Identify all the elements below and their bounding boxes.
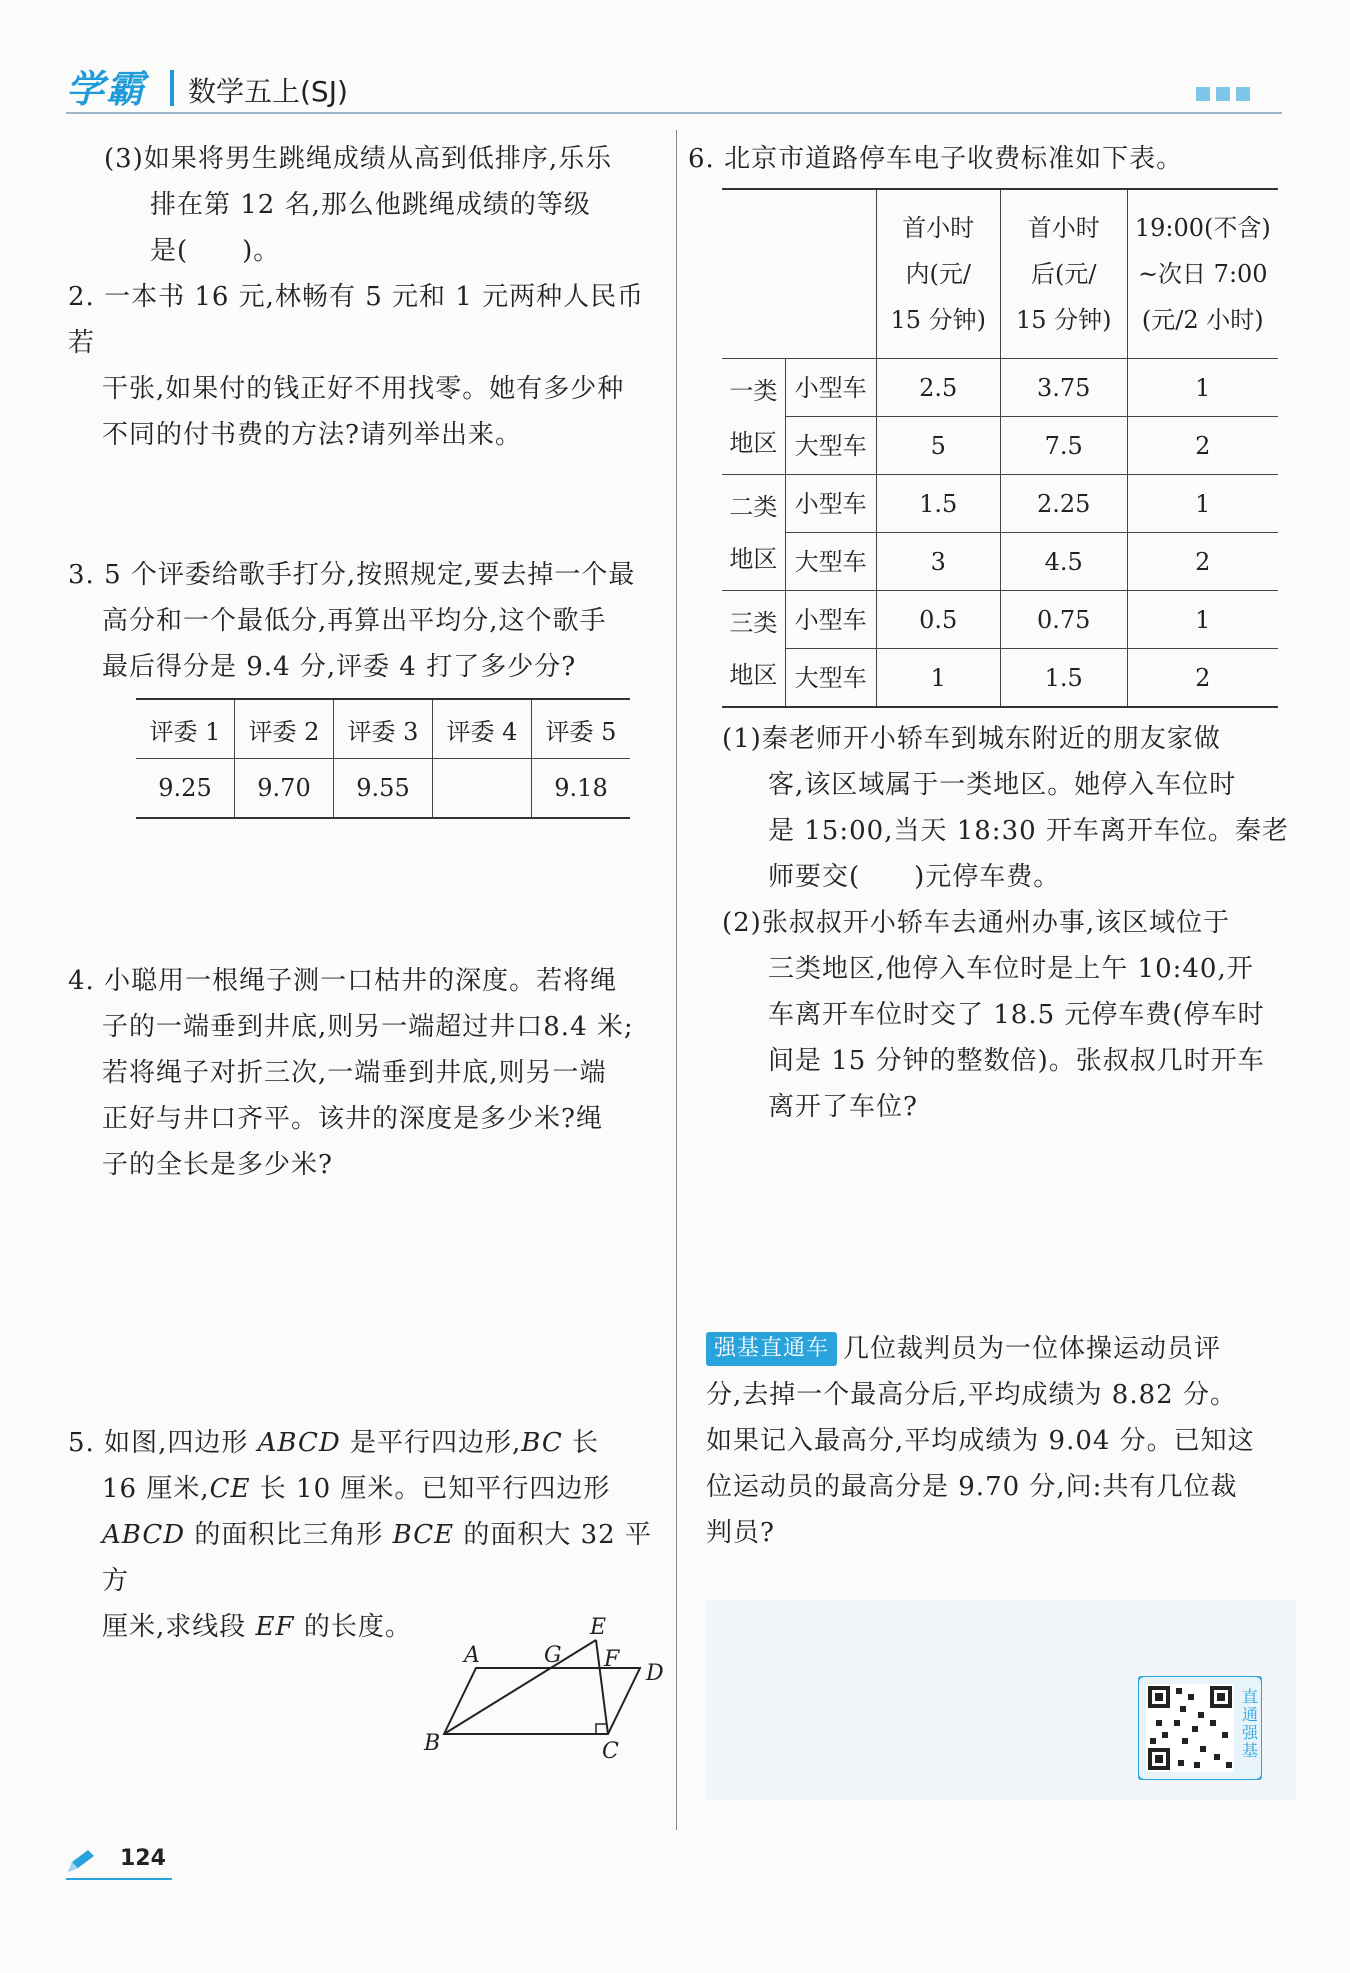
table-cell: 0.5 [876, 591, 1000, 649]
text-line [68, 1466, 668, 1512]
vehicle-type-cell: 小型车 [785, 359, 876, 417]
table-header-row [136, 699, 630, 759]
text-run: 的面积比三角形 [185, 1520, 393, 1550]
text-line: 最后得分是 9.4 分,评委 4 打了多少分? [102, 652, 577, 682]
text-line: 4. 小聪用一根绳子测一口枯井的深度。若将绳 [68, 966, 618, 996]
label-f: F [604, 1647, 620, 1672]
table-cell: 4.5 [1000, 533, 1127, 591]
label-b: B [424, 1731, 441, 1756]
text-run: 是平行四边形, [340, 1428, 522, 1458]
header-line: 19:00(不含) [1134, 214, 1271, 242]
parking-fee-table [722, 188, 1278, 708]
region-line: 地区 [729, 428, 778, 457]
text-line: 正好与井口齐平。该井的深度是多少米?绳 [102, 1104, 603, 1134]
table-cell: 9.55 [334, 759, 433, 819]
vehicle-type-cell: 大型车 [785, 649, 876, 708]
header-line: (元/2 小时) [1141, 306, 1264, 334]
question-6-part-1 [722, 716, 1292, 900]
table-cell: 1 [1127, 359, 1278, 417]
table-cell: 9.70 [235, 759, 334, 819]
text-line: 客,该区域属于一类地区。她停入车位时 [768, 770, 1237, 800]
table-row [722, 591, 1278, 649]
text-line: (1)秦老师开小轿车到城东附近的朋友家做 [722, 724, 1221, 754]
parallelogram-figure [410, 1610, 670, 1770]
table-cell: 9.25 [136, 759, 235, 819]
text-line: 间是 15 分钟的整数倍)。张叔叔几时开车 [768, 1046, 1265, 1076]
text-run: BC [521, 1428, 563, 1458]
table-cell: 1.5 [876, 475, 1000, 533]
table-header-cell [876, 189, 1000, 359]
pencil-icon [66, 1848, 96, 1874]
header-line: 首小时 [1027, 214, 1100, 242]
text-line: 位运动员的最高分是 9.70 分,问:共有几位裁 [706, 1472, 1238, 1502]
text-run: BCE [392, 1520, 455, 1550]
text-line: 车离开车位时交了 18.5 元停车费(停车时 [768, 1000, 1265, 1030]
qr-caption: 直通强基 [1242, 1687, 1259, 1760]
table-cell: 2 [1127, 649, 1278, 708]
header-line: 内(元/ [905, 260, 971, 288]
footer-rule [66, 1878, 172, 1880]
table-cell: 2 [1127, 417, 1278, 475]
text-run: 长 [562, 1428, 599, 1458]
column-divider [676, 130, 677, 1830]
label-e: E [590, 1615, 607, 1640]
region-line: 一类 [729, 376, 778, 405]
question-2 [68, 274, 668, 458]
region-line: 三类 [729, 608, 778, 637]
table-corner-cell [722, 189, 876, 359]
text-line [68, 1420, 668, 1466]
region-cell [722, 475, 785, 591]
table-header-cell: 评委 1 [136, 699, 235, 759]
text-line: 分,去掉一个最高分后,平均成绩为 8.82 分。 [706, 1380, 1237, 1410]
text-line: (3)如果将男生跳绳成绩从高到低排序,乐乐 [104, 144, 613, 174]
table-header-cell: 评委 4 [433, 699, 532, 759]
label-c: C [602, 1739, 619, 1764]
text-run: 16 厘米, [102, 1474, 210, 1504]
question-4 [68, 958, 668, 1188]
text-line: 如果记入最高分,平均成绩为 9.04 分。已知这 [706, 1426, 1255, 1456]
text-run: ABCD [257, 1428, 341, 1458]
table-cell: 0.75 [1000, 591, 1127, 649]
text-line: 2. 一本书 16 元,林畅有 5 元和 1 元两种人民币若 [68, 282, 645, 358]
header-line: 后(元/ [1030, 260, 1097, 288]
region-cell [722, 591, 785, 708]
question-6-title: 6. 北京市道路停车电子收费标准如下表。 [688, 144, 1184, 174]
table-cell-blank [433, 759, 532, 819]
text-line: 若将绳子对折三次,一端垂到井底,则另一端 [102, 1058, 607, 1088]
table-row [722, 533, 1278, 591]
text-line: 师要交( )元停车费。 [768, 862, 1061, 892]
text-line: 不同的付书费的方法?请列举出来。 [102, 420, 522, 450]
book-title: 数学五上(SJ) [188, 75, 348, 108]
table-header-cell [1127, 189, 1278, 359]
text-line: (2)张叔叔开小轿车去通州办事,该区域位于 [722, 908, 1231, 938]
text-line: 子的全长是多少米? [102, 1150, 333, 1180]
text-line: 离开了车位? [768, 1092, 918, 1122]
bonus-question [706, 1326, 1286, 1556]
label-g: G [544, 1643, 562, 1668]
vehicle-type-cell: 大型车 [785, 417, 876, 475]
header-line: 15 分钟) [890, 306, 986, 334]
table-cell: 7.5 [1000, 417, 1127, 475]
table-cell: 1 [1127, 475, 1278, 533]
header-line: ~次日 7:00 [1137, 260, 1268, 288]
vehicle-type-cell: 小型车 [785, 591, 876, 649]
text-run: EF [255, 1612, 295, 1642]
text-run: 的长度。 [294, 1612, 412, 1642]
page-number: 124 [120, 1846, 166, 1871]
table-row [722, 475, 1278, 533]
text-line [706, 1326, 1286, 1372]
question-3 [68, 552, 668, 690]
text-run: ABCD [102, 1520, 186, 1550]
table-cell: 1.5 [1000, 649, 1127, 708]
table-header-row [722, 189, 1278, 359]
text-line: 3. 5 个评委给歌手打分,按照规定,要去掉一个最 [68, 560, 636, 590]
region-cell [722, 359, 785, 475]
label-d: D [646, 1661, 664, 1686]
text-run: 几位裁判员为一位体操运动员评 [843, 1334, 1222, 1364]
header-line: 15 分钟) [1015, 306, 1112, 334]
table-cell: 3.75 [1000, 359, 1127, 417]
text-run: 的面积大 32 平方 [102, 1520, 652, 1596]
question-1-part-3 [104, 136, 664, 274]
vehicle-type-cell: 大型车 [785, 533, 876, 591]
text-line: 排在第 12 名,那么他跳绳成绩的等级 [150, 190, 591, 220]
table-header-cell [1000, 189, 1127, 359]
text-line: 三类地区,他停入车位时是上午 10:40,开 [768, 954, 1254, 984]
table-cell: 2.5 [876, 359, 1000, 417]
parallelogram-abcd [444, 1668, 640, 1734]
text-line: 子的一端垂到井底,则另一端超过井口8.4 米; [102, 1012, 634, 1042]
text-run: 厘米,求线段 [102, 1612, 256, 1642]
label-a: A [464, 1643, 480, 1668]
vehicle-type-cell: 小型车 [785, 475, 876, 533]
header-line: 首小时 [902, 214, 975, 242]
region-line: 地区 [729, 660, 778, 689]
table-cell: 2 [1127, 533, 1278, 591]
table-cell: 3 [876, 533, 1000, 591]
table-header-cell: 评委 2 [235, 699, 334, 759]
table-row [722, 649, 1278, 708]
table-cell: 2.25 [1000, 475, 1127, 533]
text-run: 长 10 厘米。已知平行四边形 [250, 1474, 611, 1504]
text-line [68, 1512, 668, 1604]
table-row [136, 759, 630, 819]
table-cell: 5 [876, 417, 1000, 475]
brand-logo: 学霸 [66, 67, 147, 111]
table-header-cell: 评委 5 [532, 699, 631, 759]
table-header-cell: 评委 3 [334, 699, 433, 759]
text-line: 干张,如果付的钱正好不用找零。她有多少种 [102, 374, 625, 404]
region-line: 地区 [729, 544, 778, 573]
table-cell: 9.18 [554, 774, 608, 802]
header-rule [66, 112, 1282, 114]
text-run: CE [209, 1474, 251, 1504]
text-line: 是( )。 [150, 236, 281, 266]
text-run: 5. 如图,四边形 [68, 1428, 258, 1458]
right-angle-mark [596, 1724, 606, 1734]
header-decoration [1196, 86, 1256, 105]
text-line: 高分和一个最低分,再算出平均分,这个歌手 [102, 606, 607, 636]
table-cell: 1 [876, 649, 1000, 708]
table-row [722, 359, 1278, 417]
text-line: 判员? [706, 1518, 775, 1548]
judges-score-table [136, 698, 630, 819]
bonus-badge: 强基直通车 [706, 1332, 837, 1366]
text-line: 是 15:00,当天 18:30 开车离开车位。秦老 [768, 816, 1289, 846]
region-line: 二类 [729, 492, 778, 521]
question-6-part-2 [722, 900, 1292, 1130]
table-cell: 1 [1127, 591, 1278, 649]
header-separator [170, 70, 174, 106]
table-row [722, 417, 1278, 475]
